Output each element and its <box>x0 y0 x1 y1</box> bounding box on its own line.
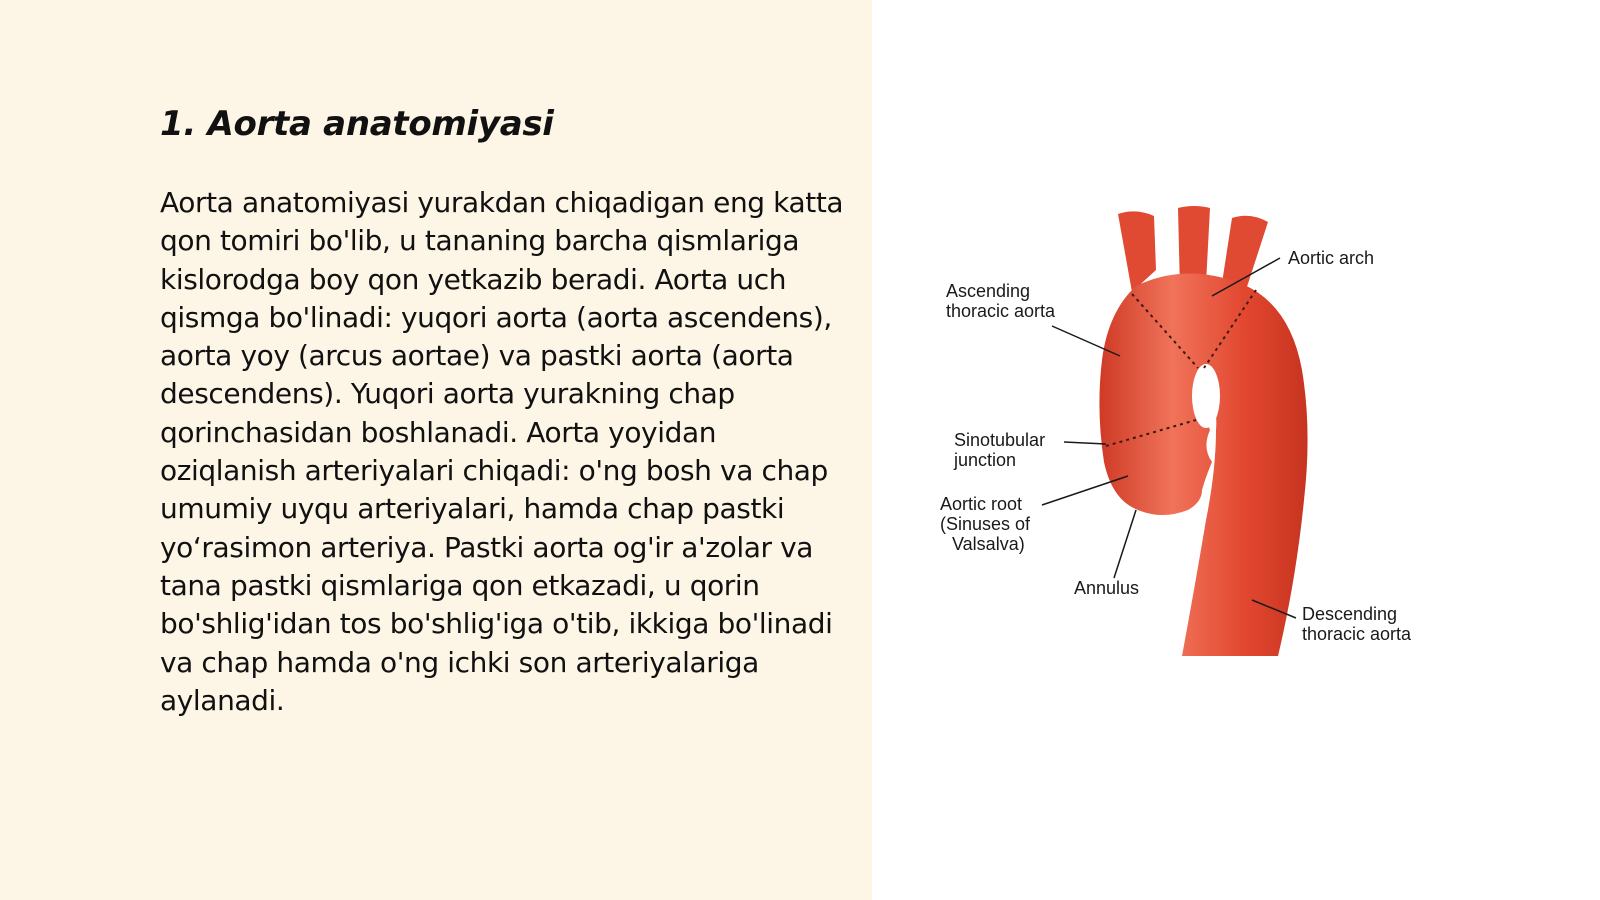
label-sinotubular-line1: Sinotubular <box>954 430 1046 450</box>
label-sinotubular-line2: junction <box>954 450 1017 470</box>
leader-sinotubular <box>1064 442 1106 444</box>
arch-inner-space <box>1192 364 1220 428</box>
label-descending-line1: Descending <box>1302 604 1398 624</box>
label-descending-line2: thoracic aorta <box>1302 624 1412 644</box>
label-ascending-line2: thoracic aorta <box>946 301 1056 321</box>
label-annulus: Annulus <box>1074 578 1140 598</box>
slide-title: 1. Aorta anatomiyasi <box>160 104 554 144</box>
label-aortic-root-line2: (Sinuses of <box>940 514 1031 534</box>
leader-annulus <box>1114 510 1136 578</box>
label-aortic-root-line1: Aortic root <box>940 494 1023 514</box>
aorta-anatomy-diagram <box>940 200 1460 680</box>
slide-body-text: Aorta anatomiyasi yurakdan chiqadigan eng katta qon tomiri bo'lib, u tananing barcha qismlariga kislorodga boy qon yetkazib beradi. Aorta uch qismga bo'linadi: yuqori aorta (aorta ascendens), aorta yoy (arcus aortae) va pastki aorta (aorta descendens). Yuqori aorta yurakning chap qorinchasidan boshlanadi. Aorta yoyidan oziqlanish arteriyalari chiqadi: o'ng bosh va chap umumiy uyqu arteriyalari, hamda chap pastki yo‘rasimon arteriya. Pastki aorta og'ir a'zolar va tana pastki qismlariga qon etkazadi, u qorin bo'shlig'idan tos bo'shlig'iga o'tib, ikkiga bo'linadi va chap hamda o'ng ichki son arteriyalariga aylanadi. <box>160 186 844 717</box>
label-ascending-line1: Ascending <box>946 281 1031 301</box>
label-aortic-arch: Aortic arch <box>1288 248 1375 268</box>
label-aortic-root-line3: Valsalva) <box>952 534 1025 554</box>
brachiocephalic-branch <box>1118 211 1156 292</box>
aorta-main-body <box>1099 273 1307 656</box>
